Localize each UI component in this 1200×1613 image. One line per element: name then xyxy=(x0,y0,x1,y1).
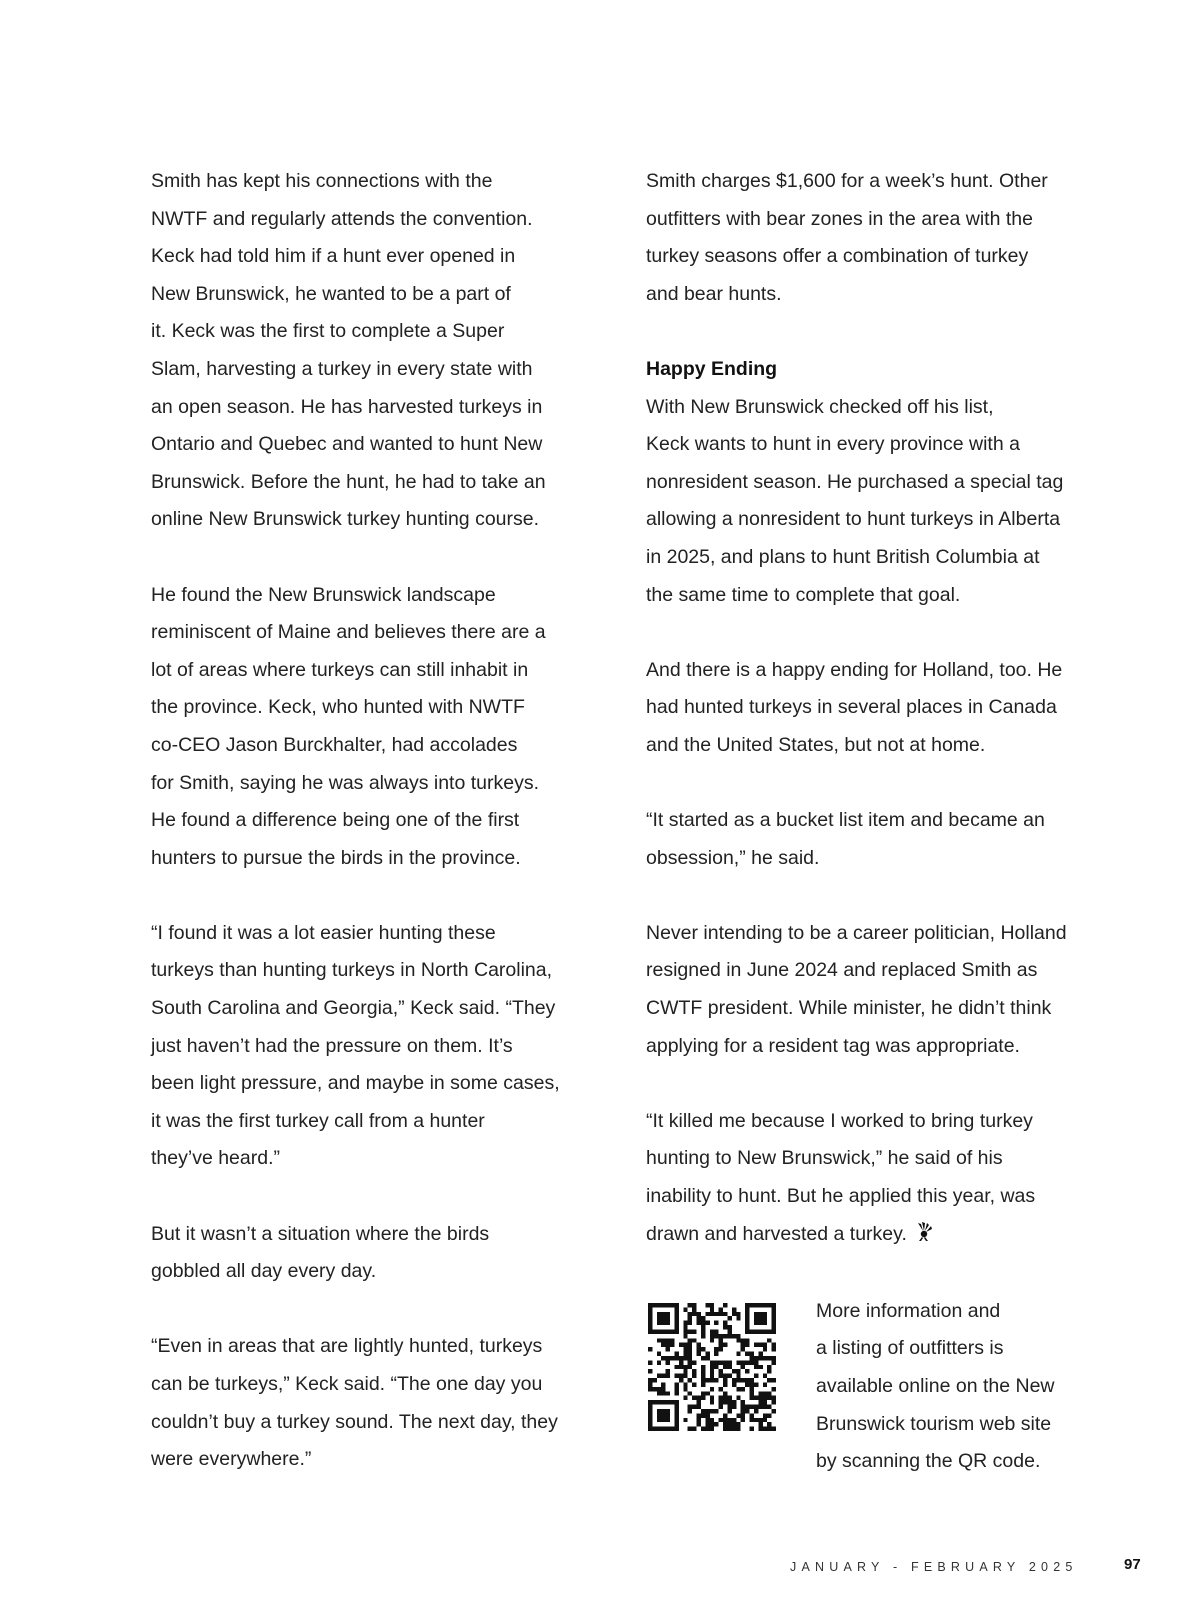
text-line: Never intending to be a career politician, Holland xyxy=(646,921,1067,944)
text-line: South Carolina and Georgia,” Keck said. “They xyxy=(151,997,556,1020)
text-line: a listing of outfitters is xyxy=(816,1337,1004,1360)
text-line: and bear hunts. xyxy=(646,282,782,305)
text-line: New Brunswick, he wanted to be a part of xyxy=(151,282,511,305)
text-line: And there is a happy ending for Holland, too. He xyxy=(646,658,1063,681)
text-line: NWTF and regularly attends the convention. xyxy=(151,207,533,230)
text-line: can be turkeys,” Keck said. “The one day you xyxy=(151,1373,543,1395)
text-line: the province. Keck, who hunted with NWTF xyxy=(151,696,525,719)
text-line: He found a difference being one of the first xyxy=(151,809,520,832)
left-paragraph-4 xyxy=(151,1216,601,1291)
text-line: available online on the New xyxy=(816,1375,1055,1397)
right-last-paragraph xyxy=(646,1103,1106,1255)
text-line: gobbled all day every day. xyxy=(151,1260,377,1283)
right-paragraph-2 xyxy=(646,652,1106,765)
text-line: couldn’t buy a turkey sound. The next day, they xyxy=(151,1410,558,1433)
text-line: Keck wants to hunt in every province with a xyxy=(646,433,1020,456)
text-line: reminiscent of Maine and believes there are a xyxy=(151,621,546,644)
text-line: the same time to complete that goal. xyxy=(646,583,961,606)
text-line xyxy=(646,1216,1106,1256)
text-line: inability to hunt. But he applied this year, was xyxy=(646,1185,1036,1208)
text-line: in 2025, and plans to hunt British Columbia at xyxy=(646,545,1040,568)
text-line: nonresident season. He purchased a special tag xyxy=(646,470,1064,493)
text-line: it. Keck was the first to complete a Super xyxy=(151,320,505,343)
text-line: applying for a resident tag was appropriate. xyxy=(646,1034,1020,1057)
text-line: Keck had told him if a hunt ever opened in xyxy=(151,245,516,268)
text-line: Ontario and Quebec and wanted to hunt New xyxy=(151,433,543,456)
text-line: had hunted turkeys in several places in Canada xyxy=(646,696,1057,719)
qr-code-icon[interactable] xyxy=(648,1303,776,1431)
text-line: and the United States, but not at home. xyxy=(646,733,986,756)
left-paragraph-3 xyxy=(151,915,601,1178)
text-line: He found the New Brunswick landscape xyxy=(151,583,496,606)
text-line: With New Brunswick checked off his list, xyxy=(646,395,994,418)
text-line: turkeys than hunting turkeys in North Carolina, xyxy=(151,959,553,982)
text-line: an open season. He has harvested turkeys in xyxy=(151,395,543,418)
happy-ending-section xyxy=(646,351,1106,614)
text-line: they’ve heard.” xyxy=(151,1147,280,1170)
section-heading: Happy Ending xyxy=(646,357,778,380)
text-line: just haven’t had the pressure on them. It’s xyxy=(151,1034,513,1057)
text-line: for Smith, saying he was always into turkeys. xyxy=(151,771,539,794)
right-column xyxy=(646,163,1106,1481)
text-line: But it wasn’t a situation where the birds xyxy=(151,1222,490,1245)
qr-caption xyxy=(816,1293,1106,1481)
qr-info-block xyxy=(646,1293,1106,1481)
text-line: “It started as a bucket list item and became an xyxy=(646,809,1045,832)
text-line: been light pressure, and maybe in some cases, xyxy=(151,1072,560,1095)
text-line: Smith has kept his connections with the xyxy=(151,170,493,192)
text-line: Slam, harvesting a turkey in every state with xyxy=(151,357,533,380)
turkey-end-mark-icon xyxy=(913,1218,933,1256)
text-line: co-CEO Jason Burckhalter, had accolades xyxy=(151,733,518,756)
left-paragraph-5 xyxy=(151,1328,601,1478)
left-column xyxy=(151,163,601,1516)
left-paragraph-2 xyxy=(151,577,601,878)
text-line: “Even in areas that are lightly hunted, turkeys xyxy=(151,1335,543,1358)
text-line: hunters to pursue the birds in the province. xyxy=(151,846,521,869)
right-paragraph-4 xyxy=(646,915,1106,1065)
text-line: More information and xyxy=(816,1299,1001,1322)
right-paragraph-3 xyxy=(646,802,1106,877)
text-line-end: drawn and harvested a turkey. xyxy=(646,1222,907,1245)
text-line: Smith charges $1,600 for a week’s hunt. Other xyxy=(646,170,1048,192)
text-line: hunting to New Brunswick,” he said of his xyxy=(646,1147,1003,1170)
text-line: Brunswick tourism web site xyxy=(816,1412,1052,1435)
text-line: outfitters with bear zones in the area with the xyxy=(646,207,1033,230)
text-line: it was the first turkey call from a hunter xyxy=(151,1109,485,1132)
issue-date: JANUARY - FEBRUARY 2025 xyxy=(790,1560,1078,1574)
text-line: “I found it was a lot easier hunting these xyxy=(151,921,496,944)
text-line: Brunswick. Before the hunt, he had to take an xyxy=(151,470,546,493)
text-line: “It killed me because I worked to bring turkey xyxy=(646,1109,1033,1132)
text-line: resigned in June 2024 and replaced Smith as xyxy=(646,959,1038,982)
right-intro-paragraph xyxy=(646,163,1106,313)
text-line: turkey seasons offer a combination of turkey xyxy=(646,245,1029,268)
text-line: lot of areas where turkeys can still inhabit in xyxy=(151,658,529,681)
text-line: online New Brunswick turkey hunting course. xyxy=(151,508,540,531)
text-line: CWTF president. While minister, he didn’t think xyxy=(646,997,1052,1020)
left-paragraph-1 xyxy=(151,163,601,539)
text-line: obsession,” he said. xyxy=(646,846,820,869)
text-line: allowing a nonresident to hunt turkeys in Alberta xyxy=(646,508,1061,531)
text-line: were everywhere.” xyxy=(151,1448,312,1471)
text-line: by scanning the QR code. xyxy=(816,1450,1041,1473)
page-number: 97 xyxy=(1124,1556,1141,1573)
